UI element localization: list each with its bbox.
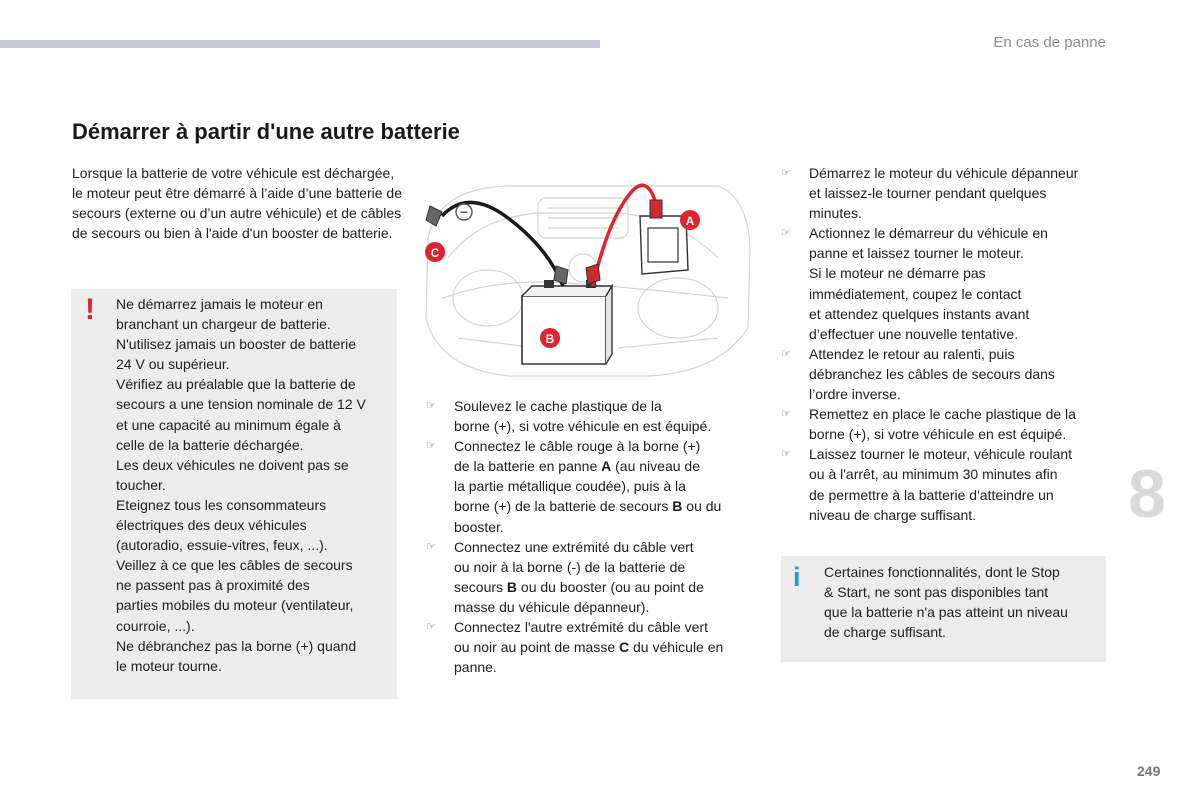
text-line: & Start, ne sont pas disponibles tant — [824, 584, 1049, 601]
label-a: A — [685, 214, 695, 228]
step-line: Connectez l'autre extrémité du câble vert — [454, 619, 709, 636]
warning-text — [116, 294, 398, 676]
step-line: panne. — [454, 659, 497, 676]
step-item — [426, 537, 761, 617]
text-line: le moteur tourne. — [116, 657, 222, 674]
step-line: panne et laissez tourner le moteur. — [809, 245, 1024, 262]
text-line: ne passent pas à proximité des — [116, 577, 310, 594]
step-line: immédiatement, coupez le contact — [809, 285, 1022, 302]
bullet-icon: ☞ — [781, 166, 791, 179]
step-line: de permettre à la batterie d'atteindre un — [809, 486, 1054, 503]
step-line: borne (+), si votre véhicule en est équipé. — [809, 426, 1067, 443]
text-line: de charge suffisant. — [824, 624, 946, 641]
step-item — [781, 344, 1111, 404]
step-line: Actionnez le démarreur du véhicule en — [809, 225, 1048, 242]
battery-a-icon — [640, 216, 688, 274]
steps-list-right — [781, 163, 1111, 525]
label-c: C — [430, 246, 440, 260]
bullet-icon: ☞ — [426, 439, 436, 453]
label-b: B — [545, 332, 555, 346]
step-line: niveau de charge suffisant. — [809, 506, 977, 523]
bullet-icon: ☞ — [781, 447, 791, 461]
step-line: secours B ou du booster (ou au point de — [454, 578, 704, 595]
step-line: Remettez en place le cache plastique de la — [809, 406, 1076, 423]
info-icon: i — [793, 562, 801, 592]
jump-start-illustration — [418, 178, 752, 378]
bullet-icon: ☞ — [426, 620, 436, 634]
text-line: (autoradio, essuie-vitres, feux, ...). — [116, 537, 328, 554]
header-bar — [0, 40, 600, 48]
text-line: Eteignez tous les consommateurs — [116, 496, 327, 513]
text-line: 24 V ou supérieur. — [116, 356, 230, 373]
step-line: la partie métallique coudée), puis à la — [454, 478, 686, 495]
step-line: d’effectuer une nouvelle tentative. — [809, 325, 1019, 342]
step-line: booster. — [454, 518, 504, 535]
step-line: borne (+), si votre véhicule en est équipé. — [454, 418, 712, 435]
step-item — [426, 396, 761, 436]
bullet-icon: ☞ — [781, 346, 791, 360]
chapter-number: 8 — [1128, 456, 1166, 532]
step-item — [426, 436, 761, 536]
text-line: secours a une tension nominale de 12 V — [116, 396, 366, 413]
text-line: Ne débranchez pas la borne (+) quand — [116, 637, 357, 654]
step-line: Si le moteur ne démarre pas — [809, 265, 986, 282]
step-line: ou à l'arrêt, au minimum 30 minutes afin — [809, 466, 1058, 483]
step-line: Laissez tourner le moteur, véhicule roulant — [809, 446, 1073, 463]
plus-sign: + — [650, 198, 662, 218]
bullet-icon: ☞ — [781, 407, 791, 421]
section-name: En cas de panne — [993, 34, 1106, 51]
text-line: Les deux véhicules ne doivent pas se — [116, 456, 349, 473]
battery-b-icon — [522, 280, 612, 364]
text-line: électriques des deux véhicules — [116, 517, 307, 534]
step-line: et attendez quelques instants avant — [809, 305, 1030, 322]
text-line: Certaines fonctionnalités, dont le Stop — [824, 564, 1060, 580]
bullet-icon: ☞ — [426, 539, 436, 553]
warning-box — [71, 289, 397, 699]
step-item — [781, 223, 1111, 344]
text-line: et une capacité au minimum égale à — [116, 416, 341, 433]
text-line: Vérifiez au préalable que la batterie de — [116, 376, 356, 393]
step-line: ou noir au point de masse C du véhicule en — [454, 639, 724, 656]
step-item — [426, 617, 761, 677]
step-line: Attendez le retour au ralenti, puis — [809, 345, 1015, 362]
page-number: 249 — [1137, 763, 1161, 779]
clamp-icon — [586, 264, 600, 284]
step-line: de la batterie en panne A (au niveau de — [454, 458, 700, 475]
text-line: branchant un chargeur de batterie. — [116, 316, 331, 333]
clamp-icon — [554, 266, 568, 284]
text-line: courroie, ...). — [116, 617, 195, 634]
text-line: toucher. — [116, 476, 166, 493]
warning-icon: ! — [85, 293, 95, 326]
step-line: Soulevez le cache plastique de la — [454, 398, 662, 414]
intro-paragraph: Lorsque la batterie de votre véhicule est déchargée, le moteur peut être démarré à l’aide d’une batterie de secours (externe ou d’un autre véhicule) et de câbles de secours ou bien à l'aide d'un booster de batterie. — [72, 165, 402, 242]
step-line: minutes. — [809, 205, 862, 222]
text-line: parties mobiles du moteur (ventilateur, — [116, 597, 354, 614]
minus-sign: − — [459, 204, 469, 220]
step-item — [781, 444, 1111, 524]
step-line: l’ordre inverse. — [809, 386, 901, 403]
text-line: N'utilisez jamais un booster de batterie — [116, 336, 357, 353]
step-item — [781, 163, 1111, 223]
info-text — [824, 562, 1068, 642]
text-line: celle de la batterie déchargée. — [116, 436, 304, 453]
step-line: masse du véhicule dépanneur). — [454, 598, 650, 615]
info-box — [781, 556, 1106, 662]
text-line: Ne démarrez jamais le moteur en — [116, 296, 323, 312]
step-line: Démarrez le moteur du véhicule dépanneur — [809, 165, 1079, 181]
step-line: débranchez les câbles de secours dans — [809, 365, 1055, 382]
step-line: ou noir à la borne (-) de la batterie de — [454, 558, 686, 575]
step-line: borne (+) de la batterie de secours B ou du — [454, 498, 722, 515]
bullet-icon: ☞ — [426, 399, 436, 412]
clamp-icon — [426, 206, 442, 226]
steps-list-left — [426, 396, 761, 677]
text-line: Veillez à ce que les câbles de secours — [116, 557, 353, 574]
step-line: Connectez une extrémité du câble vert — [454, 538, 694, 555]
step-item — [781, 404, 1111, 444]
page-title: Démarrer à partir d'une autre batterie — [72, 119, 460, 144]
step-line: Connectez le câble rouge à la borne (+) — [454, 438, 701, 455]
text-line: que la batterie n'a pas atteint un niveau — [824, 604, 1068, 621]
step-line: et laissez-le tourner pendant quelques — [809, 185, 1047, 202]
bullet-icon: ☞ — [781, 226, 791, 240]
